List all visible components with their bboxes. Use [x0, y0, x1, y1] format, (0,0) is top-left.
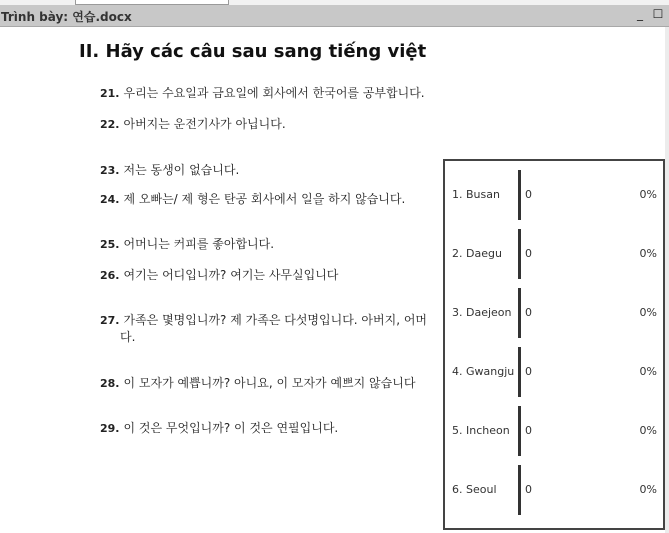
poll-option-percent: 0%	[639, 365, 657, 378]
question-text: 가족은 몇명입니까? 제 가족은 다섯명입니다. 아버지, 어머	[123, 313, 428, 327]
poll-bar-axis	[518, 288, 521, 338]
question-number: 23.	[100, 164, 120, 177]
question-number: 27.	[100, 314, 120, 327]
poll-bar-axis	[518, 170, 521, 220]
poll-bar-axis	[518, 347, 521, 397]
poll-option-count: 0	[525, 424, 532, 437]
window-titlebar	[0, 5, 669, 27]
question-text: 저는 동생이 없습니다.	[123, 163, 240, 177]
question-number: 29.	[100, 422, 120, 435]
question-number: 28.	[100, 377, 120, 390]
question-21	[100, 84, 425, 101]
question-number: 24.	[100, 193, 120, 206]
question-number: 25.	[100, 238, 120, 251]
poll-option-row	[445, 229, 663, 279]
question-text: 어머니는 커피를 좋아합니다.	[123, 237, 275, 251]
poll-option-label: 1. Busan	[452, 188, 500, 201]
poll-option-row	[445, 170, 663, 220]
poll-option-percent: 0%	[639, 306, 657, 319]
question-number: 21.	[100, 87, 120, 100]
poll-option-label: 4. Gwangju	[452, 365, 515, 378]
poll-option-percent: 0%	[639, 188, 657, 201]
poll-option-row	[445, 465, 663, 515]
maximize-icon[interactable]: ☐	[652, 7, 664, 21]
document-page	[0, 27, 669, 533]
question-24	[100, 190, 405, 207]
question-29	[100, 419, 338, 436]
question-text: 여기는 어디입니까? 여기는 사무실입니다	[123, 268, 339, 282]
question-number: 26.	[100, 269, 120, 282]
question-28	[100, 374, 415, 391]
section-heading: II. Hãy các câu sau sang tiếng việt	[79, 41, 427, 62]
poll-results-panel	[443, 159, 665, 530]
question-25	[100, 235, 274, 252]
poll-option-count: 0	[525, 247, 532, 260]
poll-option-row	[445, 347, 663, 397]
poll-option-label: 2. Daegu	[452, 247, 502, 260]
question-text: 이 모자가 예쁩니까? 아니요, 이 모자가 예쁘지 않습니다	[123, 376, 416, 390]
question-number: 22.	[100, 118, 120, 131]
question-27	[100, 311, 427, 345]
poll-option-label: 5. Incheon	[452, 424, 510, 437]
question-22	[100, 115, 286, 132]
question-26	[100, 266, 338, 283]
poll-option-label: 3. Daejeon	[452, 306, 512, 319]
poll-option-count: 0	[525, 483, 532, 496]
poll-bar-axis	[518, 229, 521, 279]
vertical-scrollbar[interactable]	[665, 27, 669, 533]
poll-bar-axis	[518, 406, 521, 456]
poll-option-row	[445, 288, 663, 338]
poll-option-percent: 0%	[639, 483, 657, 496]
question-text: 우리는 수요일과 금요일에 회사에서 한국어를 공부합니다.	[123, 86, 425, 100]
minimize-icon[interactable]: _	[637, 7, 643, 21]
poll-option-count: 0	[525, 188, 532, 201]
question-text: 제 오빠는/ 제 형은 탄공 회사에서 일을 하지 않습니다.	[123, 192, 406, 206]
question-23	[100, 161, 239, 178]
question-continuation: 다.	[120, 330, 136, 344]
question-text: 아버지는 운전기사가 아닙니다.	[123, 117, 286, 131]
poll-option-percent: 0%	[639, 247, 657, 260]
window-title: Trình bày: 연습.docx	[1, 10, 132, 24]
poll-option-row	[445, 406, 663, 456]
poll-option-label: 6. Seoul	[452, 483, 497, 496]
poll-option-count: 0	[525, 306, 532, 319]
poll-bar-axis	[518, 465, 521, 515]
question-text: 이 것은 무엇입니까? 이 것은 연필입니다.	[123, 421, 339, 435]
poll-option-percent: 0%	[639, 424, 657, 437]
poll-option-count: 0	[525, 365, 532, 378]
